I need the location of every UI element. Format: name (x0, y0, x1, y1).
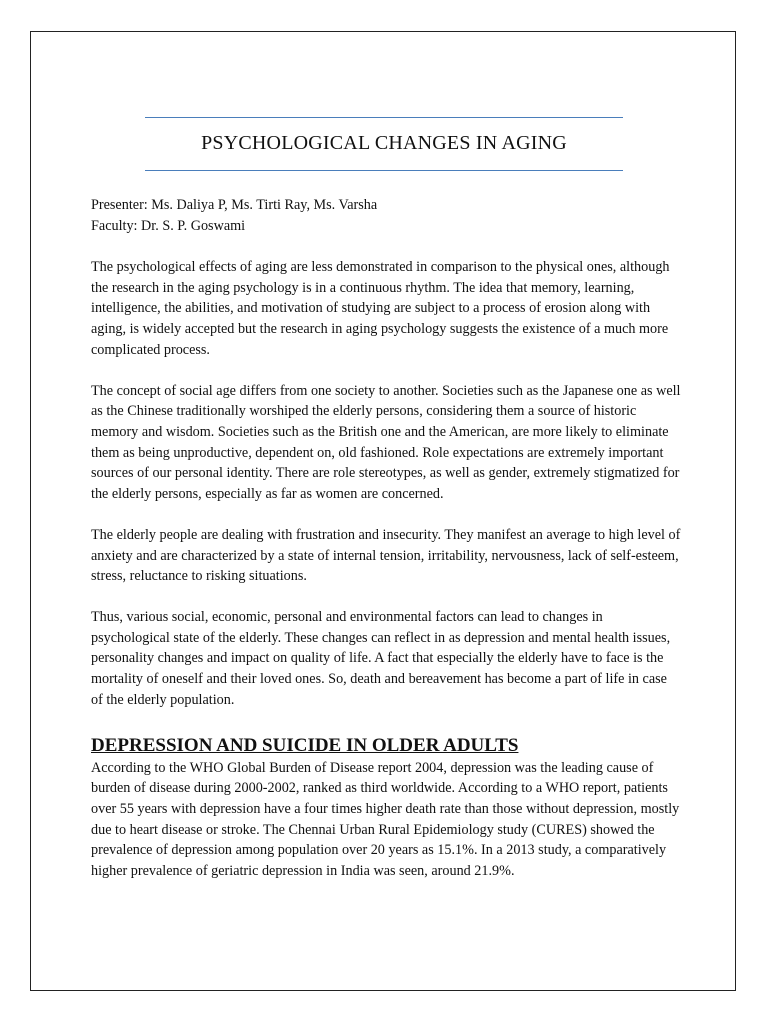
faculty-line: Faculty: Dr. S. P. Goswami (91, 217, 246, 234)
credits-block (91, 195, 681, 236)
paragraph-4: Thus, various social, economic, personal and environmental factors can lead to changes in psychological state of the elderly. These changes can reflect in as depression and mental health issues, personality changes and impact on quality of life. A fact that especially the elderly have to face is the mortality of oneself and their loved ones. So, death and bereavement has become a part of life in case of the elderly population. (91, 609, 671, 708)
title-bottom-rule (145, 170, 623, 171)
document-body (91, 195, 681, 902)
document-title: PSYCHOLOGICAL CHANGES IN AGING (201, 132, 567, 154)
paragraph-3: The elderly people are dealing with frustration and insecurity. They manifest an average to high level of anxiety and are characterized by a state of internal tension, irritability, nervousness, lack of self-esteem, stress, reluctance to risking situations. (91, 526, 681, 585)
section-heading: DEPRESSION AND SUICIDE IN OLDER ADULTS (91, 734, 519, 756)
presenter-line: Presenter: Ms. Daliya P, Ms. Tirti Ray, Ms. Varsha (91, 197, 378, 213)
section-body: According to the WHO Global Burden of Disease report 2004, depression was the leading cause of burden of disease during 2000-2002, ranked as third worldwide. According to a WHO report, patients over 55 years with depression have a four times higher death rate than those without depression, mostly due to heart disease or stroke. The Chennai Urban Rural Epidemiology study (CURES) showed the prevalence of depression among population over 20 years as 15.1%. In a 2013 study, a comparatively higher prevalence of geriatric depression in India was seen, around 21.9%. (91, 759, 680, 879)
paragraph-1: The psychological effects of aging are less demonstrated in comparison to the physical ones, although the research in the aging psychology is in a continuous rhythm. The idea that memory, learning, intelligence, the abilities, and motivation of studying are subject to a process of erosion along with aging, is widely accepted but the research in aging psychology suggests the existence of a much more complicated process. (91, 259, 670, 358)
title-top-rule (145, 117, 623, 118)
paragraph-2: The concept of social age differs from one society to another. Societies such as the Japanese one as well as the Chinese traditionally worshiped the elderly persons, considering them a source of historic memory and wisdom. Societies such as the British one and the American, are more likely to eliminate them as being unproductive, dependent on, old fashioned. Role expectations are extremely important sources of our personal identity. There are role stereotypes, as well as gender, extremely stigmatized for the elderly persons, especially as far as women are concerned. (91, 382, 681, 502)
title-block (145, 117, 623, 171)
